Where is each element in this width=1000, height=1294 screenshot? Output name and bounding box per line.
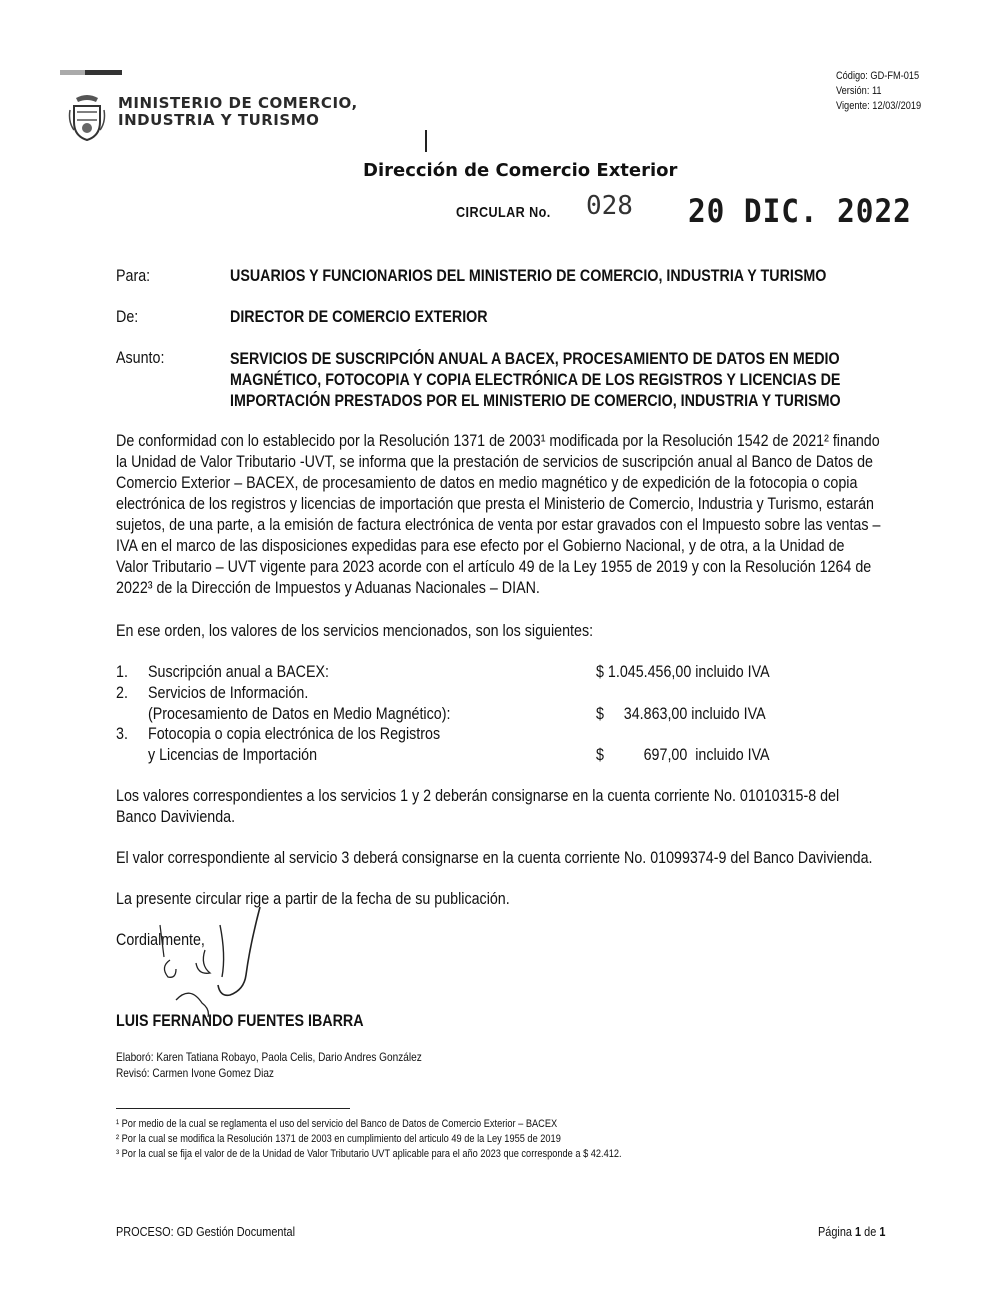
doc-valid: Vigente: 12/03//2019 xyxy=(836,100,922,112)
asunto-value xyxy=(230,348,910,411)
page-prefix: Página xyxy=(818,1224,856,1239)
closing-salutation: Cordialmente, xyxy=(116,930,205,949)
process-label: PROCESO: GD Gestión Documental xyxy=(116,1224,296,1239)
paragraph-line: IVA en el marco de las disposiciones expedidas para ese efecto por el Gobierno Nacional, y de otra, a la Unidad de xyxy=(116,536,845,555)
asunto-line: IMPORTACIÓN PRESTADOS POR EL MINISTERIO DE COMERCIO, INDUSTRIA Y TURISMO xyxy=(230,391,841,410)
footnote-3: ³ Por la cual se fija el valor de de la Unidad de Valor Tributario UVT aplicable para el año 2023 que corresponde a $ 42.412. xyxy=(116,1148,622,1160)
paragraph-line: Comercio Exterior – BACEX, de procesamiento de datos en medio magnético y de expedición de la fotocopia o copia xyxy=(116,473,858,492)
page-mid: de xyxy=(861,1224,880,1239)
paragraph-line: La presente circular rige a partir de la fecha de su publicación. xyxy=(116,889,510,908)
ministry-line-2: INDUSTRIA Y TURISMO xyxy=(118,111,320,129)
paragraph-line: De conformidad con lo establecido por la Resolución 1371 de 2003¹ modificada por la Resolución 1542 de 2021² finando xyxy=(116,431,880,450)
vertical-mark xyxy=(425,130,427,152)
asunto-line: SERVICIOS DE SUSCRIPCIÓN ANUAL A BACEX, PROCESAMIENTO DE DATOS EN MEDIO xyxy=(230,349,840,368)
doc-version: Versión: 11 xyxy=(836,85,882,97)
doc-code: Código: GD-FM-015 xyxy=(836,70,920,82)
signer-name: LUIS FERNANDO FUENTES IBARRA xyxy=(116,1011,364,1030)
prepared-by: Elaboró: Karen Tatiana Robayo, Paola Celis, Dario Andres González xyxy=(116,1050,422,1064)
service-price: $ 34.863,00 incluido IVA xyxy=(596,704,766,723)
page-indicator xyxy=(818,1224,885,1239)
paragraph-line: El valor correspondiente al servicio 3 deberá consignarse en la cuenta corriente No. 01099374-9 del Banco Davivienda. xyxy=(116,848,873,867)
circular-label: CIRCULAR No. xyxy=(456,204,551,221)
de-value: DIRECTOR DE COMERCIO EXTERIOR xyxy=(230,307,488,326)
circular-number: 028 xyxy=(586,191,633,221)
paragraph-line: En ese orden, los valores de los servicios mencionados, son los siguientes: xyxy=(116,621,594,640)
service-number: 2. xyxy=(116,683,128,702)
ministry-name xyxy=(118,95,358,129)
paragraph-line: Los valores correspondientes a los servicios 1 y 2 deberán consignarse en la cuenta corriente No. 01010315-8 del xyxy=(116,786,840,805)
body-paragraph-4 xyxy=(116,847,909,868)
footnote-1: ¹ Por medio de la cual se reglamenta el uso del servicio del Banco de Datos de Comercio Exterior – BACEX xyxy=(116,1118,558,1130)
service-number: 1. xyxy=(116,662,128,681)
footnote-2: ² Por la cual se modifica la Resolución 1371 de 2003 en cumplimiento del articulo 49 de la Ley 1955 de 2019 xyxy=(116,1133,561,1145)
asunto-label: Asunto: xyxy=(116,348,165,367)
asunto-line: MAGNÉTICO, FOTOCOPIA Y COPIA ELECTRÓNICA DE LOS REGISTROS Y LICENCIAS DE xyxy=(230,370,841,389)
body-paragraph-1 xyxy=(116,430,909,598)
handwritten-signature xyxy=(150,905,280,1020)
reviewed-by: Revisó: Carmen Ivone Gomez Diaz xyxy=(116,1066,274,1080)
ministry-line-1: MINISTERIO DE COMERCIO, xyxy=(118,94,358,112)
header-bar-light xyxy=(60,70,85,75)
body-paragraph-2 xyxy=(116,620,909,641)
paragraph-line: Banco Davivienda. xyxy=(116,807,236,826)
direction-title: Dirección de Comercio Exterior xyxy=(363,160,678,181)
paragraph-line: 2022³ de la Dirección de Impuestos y Aduanas Nacionales – DIAN. xyxy=(116,578,540,597)
date-stamp: 20 DIC. 2022 xyxy=(688,192,912,230)
service-description: Fotocopia o copia electrónica de los Registros xyxy=(148,724,441,743)
paragraph-line: Valor Tributario – UVT vigente para 2023 acorde con el artículo 49 de la Ley 1955 de 2019 y con la Resolución 1264 de xyxy=(116,557,872,576)
service-description: (Procesamiento de Datos en Medio Magnético): xyxy=(148,704,451,723)
service-description: Suscripción anual a BACEX: xyxy=(148,662,329,681)
para-value: USUARIOS Y FUNCIONARIOS DEL MINISTERIO DE COMERCIO, INDUSTRIA Y TURISMO xyxy=(230,266,827,285)
service-description: Servicios de Información. xyxy=(148,683,309,702)
document-control-info xyxy=(836,69,937,114)
service-description: y Licencias de Importación xyxy=(148,745,318,764)
service-price: $ 1.045.456,00 incluido IVA xyxy=(596,662,770,681)
paragraph-line: sujetos, de una parte, a la emisión de factura electrónica de venta por estar gravados con el Impuesto sobre las ventas – xyxy=(116,515,881,534)
de-label: De: xyxy=(116,307,139,326)
footnote-divider xyxy=(116,1108,350,1109)
service-number: 3. xyxy=(116,724,128,743)
page-current: 1 xyxy=(855,1224,862,1239)
para-label: Para: xyxy=(116,266,151,285)
paragraph-line: electrónica de los registros y licencias de importación que presta el Ministerio de Comercio, Industria y Turismo, estarán xyxy=(116,494,874,513)
page-total: 1 xyxy=(879,1224,886,1239)
paragraph-line: la Unidad de Valor Tributario -UVT, se informa que la prestación de servicios de suscripción anual al Banco de Datos de xyxy=(116,452,873,471)
body-paragraph-3 xyxy=(116,785,909,827)
coat-of-arms-icon xyxy=(68,92,106,142)
service-price: $ 697,00 incluido IVA xyxy=(596,745,770,764)
